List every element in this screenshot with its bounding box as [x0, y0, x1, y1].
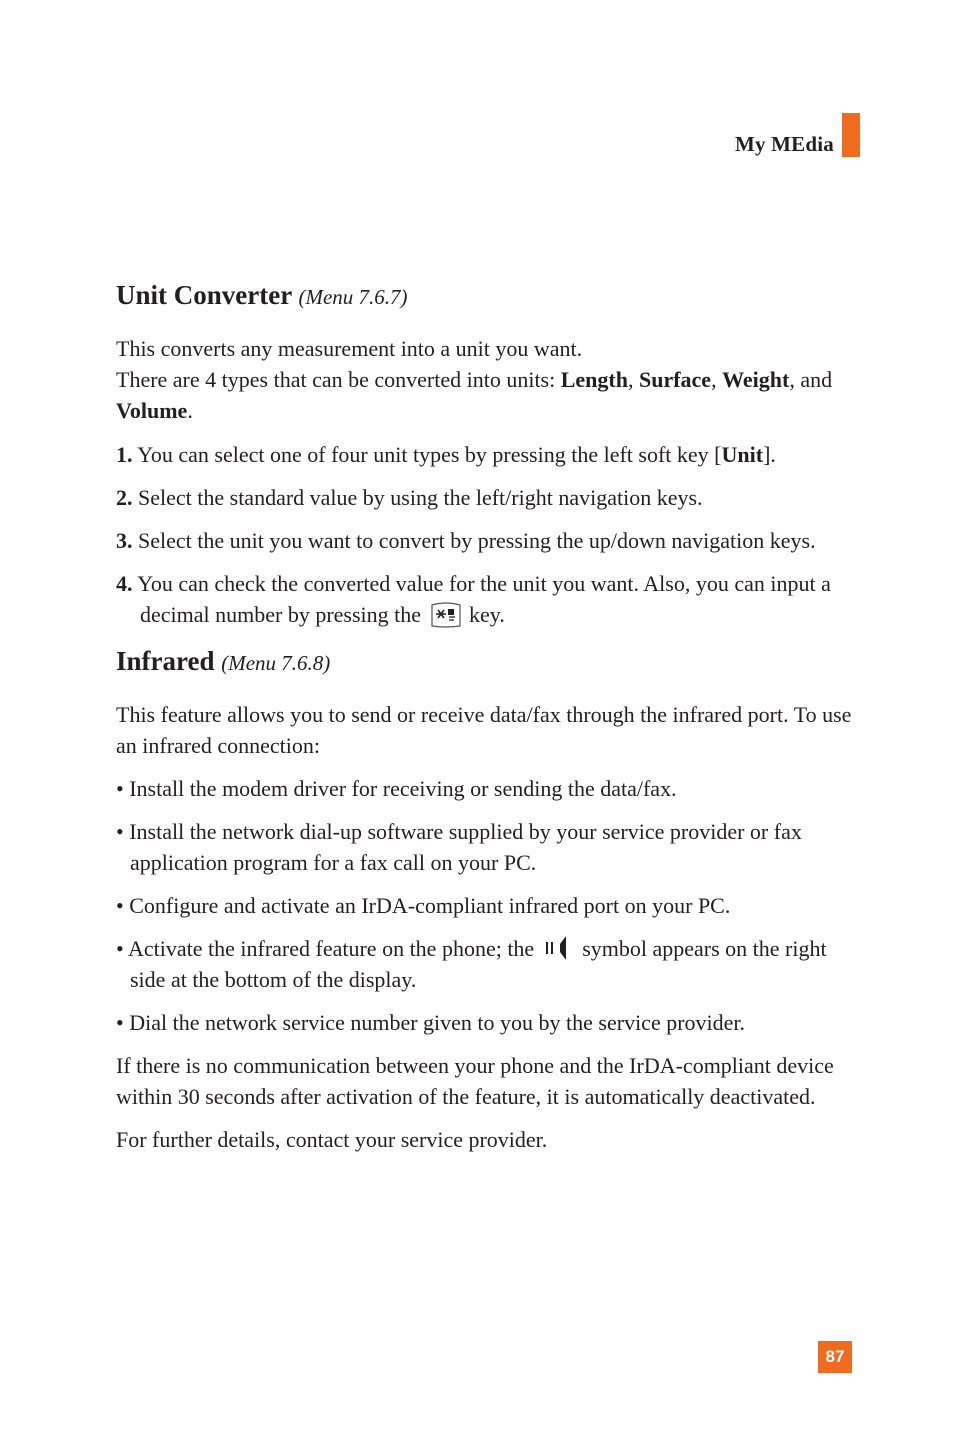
- bullet-text: • Activate the infrared feature on the phone; the: [116, 936, 535, 961]
- unit-converter-heading: [116, 276, 861, 316]
- step-1: [116, 439, 861, 470]
- step-number: 1.: [116, 442, 133, 467]
- step-number: 3.: [116, 528, 133, 553]
- infrared-heading-wrap: [116, 642, 861, 682]
- infrared-title: Infrared: [116, 646, 215, 676]
- step-4: [116, 568, 861, 630]
- intro-types-prefix: There are 4 types that can be converted into units:: [116, 367, 561, 392]
- step-3: [116, 525, 861, 556]
- infrared-menu: (Menu 7.6.8): [221, 651, 331, 675]
- step-number: 2.: [116, 485, 133, 510]
- bullet-text-end: symbol appears on the right side at the bottom of the display.: [130, 936, 827, 992]
- intro-line-1: This converts any measurement into a unit you want.: [116, 336, 583, 361]
- page-content: [116, 276, 861, 1167]
- star-key-icon: [429, 601, 463, 629]
- sep-end: .: [187, 398, 193, 423]
- bullet-3: • Configure and activate an IrDA-compliant infrared port on your PC.: [116, 893, 731, 918]
- infrared-icon: [542, 934, 572, 962]
- type-weight: Weight: [722, 367, 790, 392]
- step-text: Select the unit you want to convert by pressing the up/down navigation keys.: [138, 528, 816, 553]
- unit-converter-intro: [116, 333, 861, 426]
- step-2: [116, 482, 861, 513]
- sep-1: ,: [627, 367, 639, 392]
- bullet-4: [116, 933, 861, 995]
- section-title: My MEdia: [734, 132, 834, 156]
- unit-converter-heading-wrap: [116, 276, 861, 316]
- sep-2: ,: [711, 367, 723, 392]
- step-text: Select the standard value by using the left/right navigation keys.: [138, 485, 703, 510]
- bullet-2: • Install the network dial-up software supplied by your service provider or fax application program for a fax call on your PC.: [116, 819, 802, 875]
- infrared-heading: [116, 642, 861, 682]
- type-surface: Surface: [638, 367, 712, 392]
- sep-3: , and: [789, 367, 833, 392]
- type-volume: Volume: [116, 398, 188, 423]
- unit-converter-title: Unit Converter: [116, 280, 292, 310]
- page-number: 87: [818, 1341, 852, 1373]
- unit-converter-menu: (Menu 7.6.7): [298, 285, 408, 309]
- step-number: 4.: [116, 571, 133, 596]
- type-length: Length: [560, 367, 628, 392]
- infrared-note: If there is no communication between your phone and the IrDA-compliant device within 30 seconds after activation of the feature, it is automatically deactivated.: [116, 1053, 834, 1109]
- step-text: You can select one of four unit types by pressing the left soft key [: [137, 442, 722, 467]
- step-text: You can check the converted value for the unit you want. Also, you can input a decimal number by pressing the: [137, 571, 831, 627]
- step-text-end: key.: [469, 602, 505, 627]
- infrared-intro: This feature allows you to send or receive data/fax through the infrared port. To use an infrared connection:: [116, 702, 852, 758]
- intro-line-2: [116, 364, 861, 426]
- unit-key-label: Unit: [721, 442, 764, 467]
- section-tab-marker: [842, 113, 860, 157]
- infrared-contact: For further details, contact your service provider.: [116, 1127, 548, 1152]
- step-text-end: ].: [763, 442, 776, 467]
- bullet-5: • Dial the network service number given to you by the service provider.: [116, 1010, 746, 1035]
- bullet-1: • Install the modem driver for receiving or sending the data/fax.: [116, 776, 677, 801]
